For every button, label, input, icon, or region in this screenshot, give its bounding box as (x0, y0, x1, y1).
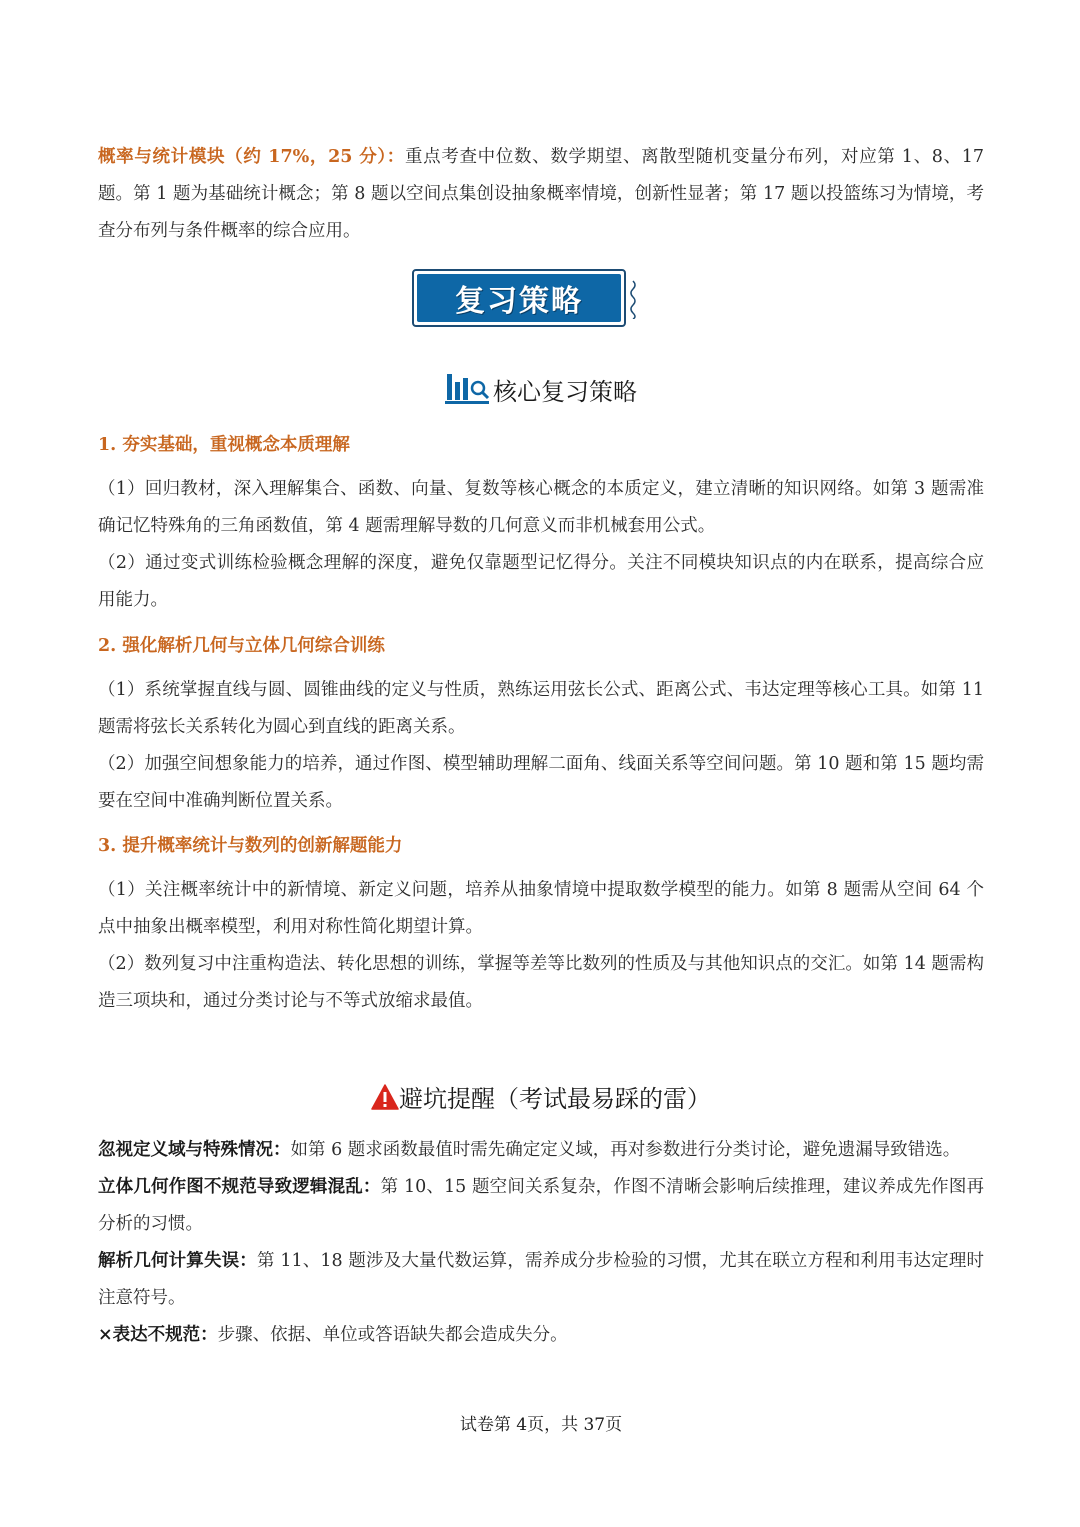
intro-block (98, 139, 984, 250)
strategy-section-2 (98, 631, 984, 820)
section-item: （2）加强空间想象能力的培养，通过作图、模型辅助理解二面角、线面关系等空间问题。第 10 题和第 15 题均需要在空间中准确判断位置关系。 (98, 754, 984, 811)
pitfall-text: 第 10、15 题空间关系复杂，作图不清晰会影响后续推理，建议养成先作图再分析的习惯。 (98, 1177, 984, 1234)
pitfall-lead: 立体几何作图不规范导致逻辑混乱： (98, 1177, 381, 1197)
pitfall-item (98, 1243, 984, 1317)
strategy-section-3 (98, 831, 984, 1020)
intro-text: 重点考查中位数、数学期望、离散型随机变量分布列，对应第 1、8、17 题。第 1 题为基础统计概念；第 8 题以空间点集创设抽象概率情境，创新性显著；第 17 题以投篮练习为情境，考查分布列与条件概率的综合应用。 (98, 147, 984, 241)
section-item: （1）回归教材，深入理解集合、函数、向量、复数等核心概念的本质定义，建立清晰的知识网络。如第 3 题需准确记忆特殊角的三角函数值，第 4 题需理解导数的几何意义而非机械套用公式。 (98, 479, 984, 536)
page-footer: 试卷第 4页，共 37页 (459, 1415, 623, 1435)
squiggle-icon (628, 279, 638, 319)
pitfall-lead: ×表达不规范： (98, 1325, 218, 1345)
review-strategy-banner (412, 269, 626, 327)
section-item: （2）数列复习中注重构造法、转化思想的训练，掌握等差等比数列的性质及与其他知识点的交汇。如第 14 题需构造三项块和，通过分类讨论与不等式放缩求最值。 (98, 954, 984, 1011)
pitfall-lead: 忽视定义域与特殊情况： (98, 1140, 291, 1160)
intro-paragraph (98, 139, 984, 250)
warning-icon (371, 1084, 399, 1110)
pitfall-heading (98, 1079, 984, 1119)
section-title: 1. 夯实基础，重视概念本质理解 (98, 435, 350, 455)
section-title: 3. 提升概率统计与数列的创新解题能力 (98, 836, 403, 856)
pitfall-text: 第 11、18 题涉及大量代数运算，需养成分步检验的习惯，尤其在联立方程和利用韦达定理时注意符号。 (98, 1251, 984, 1308)
core-heading-text: 核心复习策略 (493, 378, 637, 406)
pitfall-item (98, 1317, 984, 1354)
banner-label: 复习策略 (417, 274, 621, 322)
strategy-section-1 (98, 430, 984, 619)
pitfall-item (98, 1132, 984, 1169)
pitfall-text: 如第 6 题求函数最值时需先确定定义域，再对参数进行分类讨论，避免遗漏导致错选。 (290, 1140, 961, 1160)
pitfall-heading-text: 避坑提醒（考试最易踩的雷） (399, 1085, 711, 1113)
pitfall-lead: 解析几何计算失误： (98, 1251, 257, 1271)
chart-magnifier-icon (445, 370, 491, 406)
pitfall-list (98, 1132, 984, 1354)
intro-lead: 概率与统计模块（约 17%，25 分）： (98, 147, 405, 167)
section-item: （1）关注概率统计中的新情境、新定义问题，培养从抽象情境中提取数学模型的能力。如第 8 题需从空间 64 个点中抽象出概率模型，利用对称性简化期望计算。 (98, 880, 984, 937)
pitfall-item (98, 1169, 984, 1243)
pitfall-text: 步骤、依据、单位或答语缺失都会造成失分。 (217, 1325, 568, 1345)
section-title: 2. 强化解析几何与立体几何综合训练 (98, 636, 385, 656)
core-strategy-heading (98, 370, 984, 412)
section-item: （1）系统掌握直线与圆、圆锥曲线的定义与性质，熟练运用弦长公式、距离公式、韦达定理等核心工具。如第 11 题需将弦长关系转化为圆心到直线的距离关系。 (98, 680, 984, 737)
section-item: （2）通过变式训练检验概念理解的深度，避免仅靠题型记忆得分。关注不同模块知识点的内在联系，提高综合应用能力。 (98, 553, 984, 610)
